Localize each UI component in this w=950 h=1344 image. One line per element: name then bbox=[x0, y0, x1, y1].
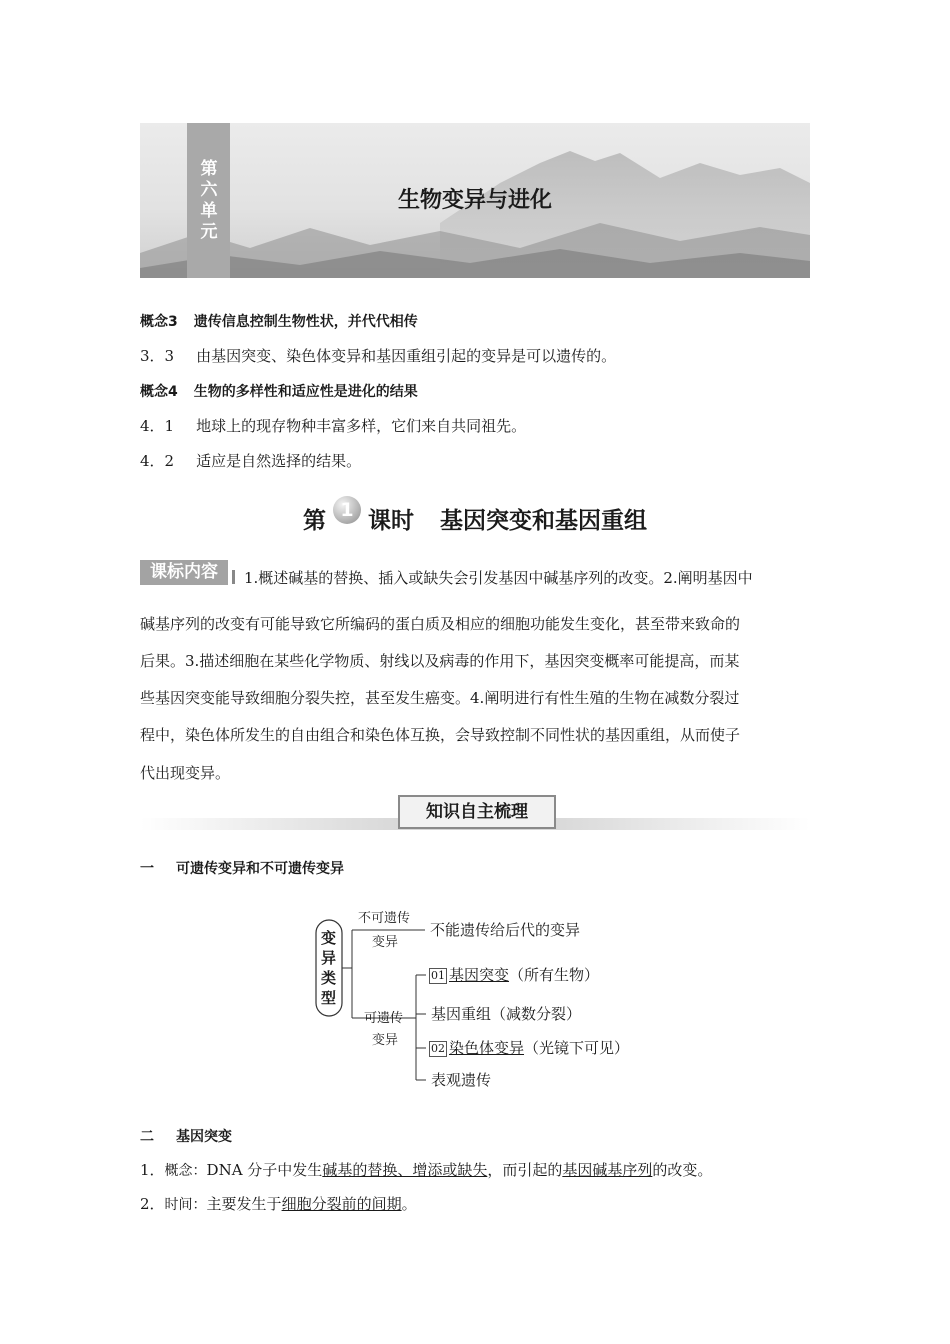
item-text: DNA 分子中发生 bbox=[206, 1161, 323, 1179]
concept-text: 生物的多样性和适应性是进化的结果 bbox=[193, 384, 418, 400]
diagram-item-note: （减数分裂） bbox=[491, 1005, 582, 1023]
concept-heading-3 bbox=[140, 311, 418, 332]
part1-heading bbox=[140, 858, 344, 879]
variation-type-diagram bbox=[300, 900, 660, 1100]
part1-heading-num: 一 bbox=[140, 861, 154, 877]
item-label: 概念： bbox=[164, 1163, 207, 1179]
item-text: 。 bbox=[401, 1195, 417, 1213]
curriculum-label: 课标内容 bbox=[140, 560, 228, 585]
lesson-title bbox=[0, 496, 950, 535]
branch-a-line1: 不可遗传 bbox=[358, 911, 411, 926]
diagram-item bbox=[429, 1039, 629, 1057]
item-text: 主要发生于 bbox=[206, 1195, 282, 1213]
diagram-item bbox=[429, 966, 599, 984]
item-label: 时间： bbox=[164, 1197, 207, 1213]
lesson-name: 基因突变和基因重组 bbox=[440, 508, 647, 534]
branch-b-line1: 可遗传 bbox=[364, 1011, 404, 1026]
unit-title: 生物变异与进化 bbox=[397, 188, 552, 213]
item-answer: 碱基的替换、增添或缺失 bbox=[322, 1161, 488, 1179]
concept-text: 遗传信息控制生物性状，并代代相传 bbox=[193, 314, 418, 330]
diagram-item-text: 基因突变 bbox=[449, 966, 510, 984]
branch-b-line2: 变异 bbox=[372, 1033, 399, 1048]
part2-heading-num: 二 bbox=[140, 1129, 154, 1145]
lesson-prefix: 第 bbox=[303, 508, 326, 534]
concept-item-text: 由基因突变、染色体变异和基因重组引起的变异是可以遗传的。 bbox=[196, 347, 617, 365]
part2-heading-text: 基因突变 bbox=[176, 1129, 232, 1145]
item-text: 的改变。 bbox=[652, 1161, 713, 1179]
item-answer: 基因碱基序列 bbox=[562, 1161, 653, 1179]
concept-item-num: 3．3 bbox=[140, 347, 175, 365]
item-num: 1． bbox=[140, 1161, 165, 1179]
diagram-item-text: 染色体变异 bbox=[449, 1039, 525, 1057]
concept-item-text: 适应是自然选择的结果。 bbox=[196, 452, 362, 470]
diagram-root: 变异类型 bbox=[321, 929, 337, 1007]
diagram-item-note: （光镜下可见） bbox=[524, 1039, 630, 1057]
diagram-item bbox=[431, 1005, 581, 1023]
part2-item-2 bbox=[140, 1194, 417, 1215]
label-divider bbox=[232, 570, 235, 584]
unit-banner bbox=[140, 123, 810, 278]
part2-heading bbox=[140, 1126, 232, 1147]
part2-item-1 bbox=[140, 1160, 712, 1181]
curriculum-line-4: 些基因突变能导致细胞分裂失控，甚至发生癌变。4.阐明进行有性生殖的生物在减数分裂过 bbox=[140, 689, 740, 707]
diagram-item-text: 表观遗传 bbox=[431, 1071, 492, 1089]
blank-number: 02 bbox=[431, 1042, 445, 1055]
branch-a-line2: 变异 bbox=[372, 935, 399, 950]
diagram-item-text: 基因重组 bbox=[431, 1005, 492, 1023]
concept-label: 概念4 bbox=[140, 384, 178, 400]
curriculum-line-3: 后果。3.描述细胞在某些化学物质、射线以及病毒的作用下，基因突变概率可能提高，而某 bbox=[140, 652, 740, 670]
concept-item-num: 4．2 bbox=[140, 452, 175, 470]
blank-number: 01 bbox=[431, 969, 445, 982]
concept-item-num: 4．1 bbox=[140, 417, 175, 435]
lesson-suffix: 课时 bbox=[368, 508, 414, 534]
unit-label: 第六单元 bbox=[200, 159, 218, 242]
part1-heading-text: 可遗传变异和不可遗传变异 bbox=[176, 861, 344, 877]
item-num: 2． bbox=[140, 1195, 165, 1213]
diagram-item-note: （所有生物） bbox=[509, 966, 600, 984]
concept-heading-4 bbox=[140, 381, 418, 402]
lesson-number-badge bbox=[330, 496, 364, 532]
concept-item-3-3 bbox=[140, 346, 616, 366]
diagram-item bbox=[431, 1071, 491, 1089]
item-answer: 细胞分裂前的间期 bbox=[281, 1195, 402, 1213]
concept-item-text: 地球上的现存物种丰富多样，它们来自共同祖先。 bbox=[196, 417, 527, 435]
item-text: ，而引起的 bbox=[487, 1161, 563, 1179]
curriculum-line-1: 1.概述碱基的替换、插入或缺失会引发基因中碱基序列的改变。2.阐明基因中 bbox=[244, 569, 753, 587]
section-title: 知识自主梳理 bbox=[398, 795, 556, 829]
concept-item-4-1 bbox=[140, 416, 526, 436]
curriculum-line-6: 代出现变异。 bbox=[140, 764, 231, 782]
lesson-number: 1 bbox=[340, 499, 354, 521]
curriculum-line-2: 碱基序列的改变有可能导致它所编码的蛋白质及相应的细胞功能发生变化，甚至带来致命的 bbox=[140, 615, 741, 633]
concept-label: 概念3 bbox=[140, 314, 178, 330]
concept-item-4-2 bbox=[140, 451, 361, 471]
curriculum-line-5: 程中，染色体所发生的自由组合和染色体互换，会导致控制不同性状的基因重组，从而使子 bbox=[140, 726, 741, 744]
branch-a-result: 不能遗传给后代的变异 bbox=[430, 921, 581, 939]
